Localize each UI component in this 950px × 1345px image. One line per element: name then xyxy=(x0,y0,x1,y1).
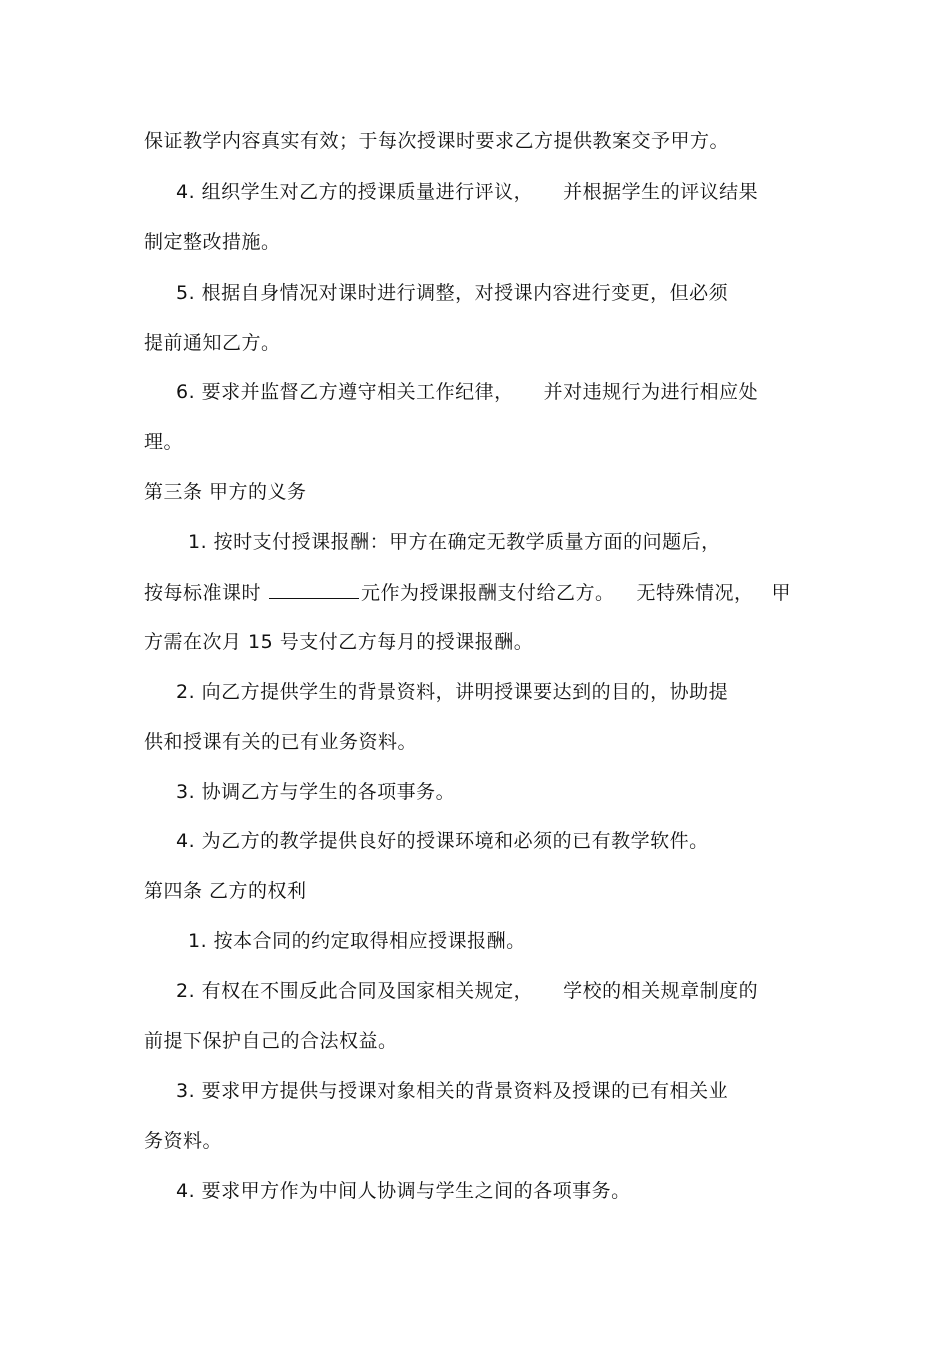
list-item-1: 1. 按本合同的约定取得相应授课报酬。 xyxy=(188,930,526,952)
list-item-4: 4. 为乙方的教学提供良好的授课环境和必须的已有教学软件。 xyxy=(176,830,709,852)
list-item-1: 1. 按时支付授课报酬：甲方在确定无教学质量方面的问题后， xyxy=(188,531,721,553)
paragraph-line: 理。 xyxy=(144,431,184,453)
article-4-heading: 第四条 乙方的权利 xyxy=(144,880,307,902)
article-3-heading: 第三条 甲方的义务 xyxy=(144,481,307,503)
paragraph-line: 务资料。 xyxy=(144,1130,223,1152)
list-item-3: 3. 协调乙方与学生的各项事务。 xyxy=(176,781,456,803)
list-item-3: 3. 要求甲方提供与授课对象相关的背景资料及授课的已有相关业 xyxy=(176,1080,729,1102)
text-span: 学校的相关规章制度的 xyxy=(563,980,759,1002)
paragraph-line: 方需在次月 15 号支付乙方每月的授课报酬。 xyxy=(144,631,534,653)
list-item-5: 5. 根据自身情况对课时进行调整，对授课内容进行变更，但必须 xyxy=(176,282,729,304)
text-span: 2. 有权在不围反此合同及国家相关规定， xyxy=(176,980,534,1002)
paragraph-line: 供和授课有关的已有业务资料。 xyxy=(144,731,418,753)
list-item-2: 2. 向乙方提供学生的背景资料，讲明授课要达到的目的，协助提 xyxy=(176,681,729,703)
list-item-6 xyxy=(176,380,758,404)
text-span: 甲 xyxy=(771,582,792,604)
text-span: 4. 组织学生对乙方的授课质量进行评议， xyxy=(176,181,534,203)
text-span: 并根据学生的评议结果 xyxy=(563,181,759,203)
paragraph-line: 保证教学内容真实有效；于每次授课时要求乙方提供教案交予甲方。 xyxy=(144,130,730,152)
list-item-4 xyxy=(176,180,758,204)
fill-in-blank xyxy=(269,580,359,599)
text-span: 无特殊情况， xyxy=(636,582,754,604)
paragraph-line xyxy=(144,580,791,605)
text-span: 按每标准课时 xyxy=(144,582,262,604)
text-span: 6. 要求并监督乙方遵守相关工作纪律， xyxy=(176,381,514,403)
list-item-4: 4. 要求甲方作为中间人协调与学生之间的各项事务。 xyxy=(176,1180,631,1202)
list-item-2 xyxy=(176,979,758,1003)
paragraph-line: 前提下保护自己的合法权益。 xyxy=(144,1030,398,1052)
text-span: 元作为授课报酬支付给乙方。 xyxy=(361,582,615,604)
text-span: 并对违规行为进行相应处 xyxy=(543,381,759,403)
paragraph-line: 提前通知乙方。 xyxy=(144,332,281,354)
paragraph-line: 制定整改措施。 xyxy=(144,231,281,253)
